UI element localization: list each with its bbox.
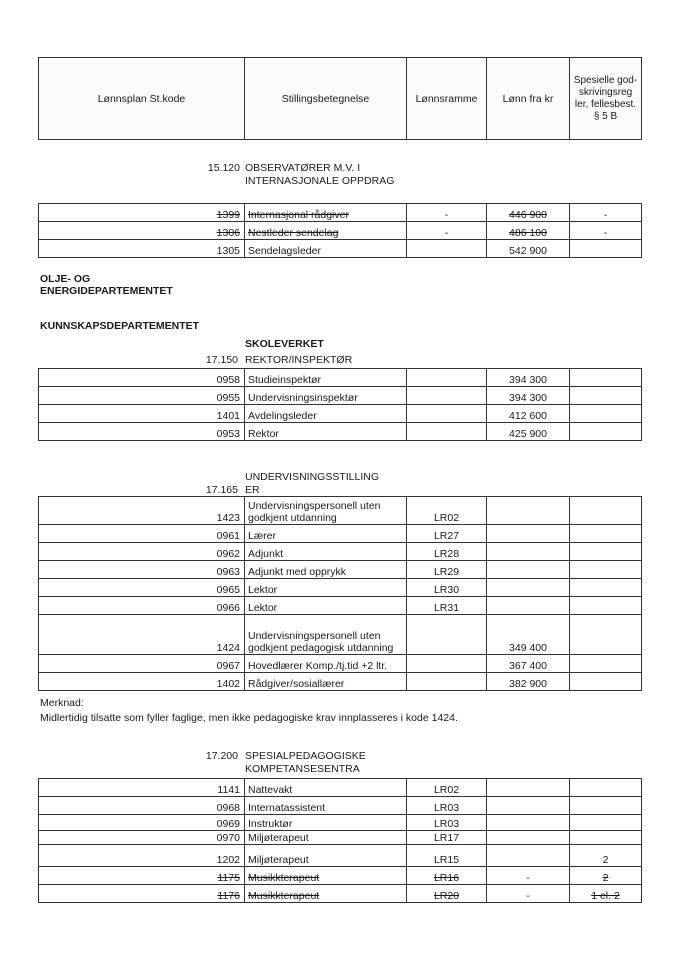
section-number: 17.165	[205, 484, 238, 496]
section-number: 17.150	[205, 354, 238, 366]
table-row: 1424 Undervisningspersonell uten godkjent pedagogisk utdanning 349 400	[39, 615, 642, 655]
table-row: 0967 Hovedlærer Komp./tj.tid +2 ltr. 367 400	[39, 655, 642, 673]
table-row: 0970 Miljøterapeut LR17	[39, 831, 642, 845]
section-table	[38, 496, 642, 691]
table-row: 0966 Lektor LR31	[39, 597, 642, 615]
section-table	[38, 368, 642, 441]
header-col-ramme: Lønnsramme	[407, 58, 487, 140]
header-col-spesielle: Spesielle god-skrivingsreg ler, fellesbest. § 5 B	[570, 58, 642, 140]
note-label: Merknad:	[40, 697, 84, 709]
header-col-lonn: Lønn fra kr	[487, 58, 570, 140]
header-table	[38, 57, 642, 140]
department-heading: OLJE- OG ENERGIDEPARTEMENTET	[40, 273, 173, 297]
table-row: 0961 Lærer LR27	[39, 525, 642, 543]
table-row: 1399 Internasjonal rådgiver - 446 900 -	[39, 204, 642, 222]
section-title: OBSERVATØRER M.V. I INTERNASJONALE OPPDRAG	[245, 162, 395, 187]
table-row: 1402 Rådgiver/sosiallærer 382 900	[39, 673, 642, 691]
table-row: 1141 Nattevakt LR02	[39, 779, 642, 797]
note-text: Midlertidig tilsatte som fyller faglige, men ikke pedagogiske krav innplasseres i kode 1424.	[40, 712, 458, 724]
section-title: SPESIALPEDAGOGISKE KOMPETANSESENTRA	[245, 750, 366, 775]
table-row: 0963 Adjunkt med opprykk LR29	[39, 561, 642, 579]
section-table	[38, 203, 642, 258]
table-row: 1423 Undervisningspersonell uten godkjent utdanning LR02	[39, 497, 642, 525]
table-row: 1401 Avdelingsleder 412 600	[39, 405, 642, 423]
section-number: 17.200	[205, 750, 238, 762]
subheading: SKOLEVERKET	[245, 338, 324, 350]
table-row: 0969 Instruktør LR03	[39, 815, 642, 831]
section-title: UNDERVISNINGSSTILLINGER	[245, 471, 380, 496]
section-title: REKTOR/INSPEKTØR	[245, 354, 353, 366]
table-row: 0958 Studieinspektør 394 300	[39, 369, 642, 387]
table-row: 0968 Internatassistent LR03	[39, 797, 642, 815]
table-row: 1306 Nestleder sendelag - 486 100 -	[39, 222, 642, 240]
table-row: 0962 Adjunkt LR28	[39, 543, 642, 561]
table-row: 1176 Musikkterapeut LR20 - 1 el. 2	[39, 885, 642, 903]
table-row: 1202 Miljøterapeut LR15 2	[39, 845, 642, 867]
table-row: 1175 Musikkterapeut LR16 - 2	[39, 867, 642, 885]
department-heading: KUNNSKAPSDEPARTEMENTET	[40, 320, 200, 332]
header-col-stkode: Lønnsplan St.kode	[39, 58, 245, 140]
header-col-title: Stillingsbetegnelse	[245, 58, 407, 140]
table-row: 0953 Rektor 425 900	[39, 423, 642, 441]
table-row: 1305 Sendelagsleder 542 900	[39, 240, 642, 258]
table-row: 0955 Undervisningsinspektør 394 300	[39, 387, 642, 405]
section-number: 15.120	[207, 162, 240, 174]
section-table	[38, 778, 642, 903]
table-row: 0965 Lektor LR30	[39, 579, 642, 597]
